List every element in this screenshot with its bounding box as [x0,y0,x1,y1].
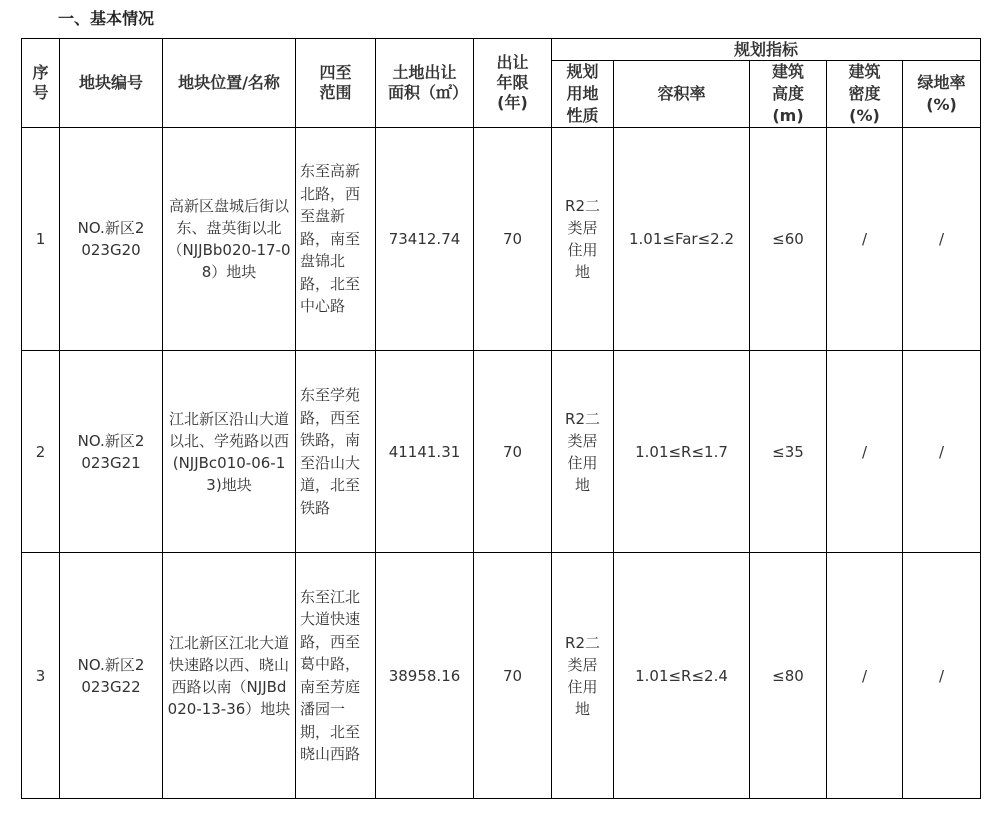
cell-boundary: 东至高新北路，西至盘新路，南至盘锦北路，北至中心路 [296,128,376,351]
cell-far: 1.01≤Far≤2.2 [614,128,750,351]
cell-seq: 1 [22,128,60,351]
header-location: 地块位置/名称 [163,39,296,128]
cell-height: ≤80 [750,553,827,799]
cell-code: NO.新区2023G20 [60,128,163,351]
header-code: 地块编号 [60,39,163,128]
cell-height: ≤35 [750,351,827,553]
table-row [22,553,981,799]
land-parcel-table [21,38,981,799]
cell-seq: 3 [22,553,60,799]
header-height: 建筑高度(m) [750,61,827,128]
cell-area: 73412.74 [376,128,474,351]
header-seq: 序号 [22,39,60,128]
cell-density: / [827,351,903,553]
header-far: 容积率 [614,61,750,128]
cell-far: 1.01≤R≤2.4 [614,553,750,799]
section-title: 一、基本情况 [58,9,155,28]
header-planning: 规划指标 [552,39,981,61]
cell-boundary: 东至学苑路，西至铁路，南至沿山大道，北至铁路 [296,351,376,553]
cell-term: 70 [474,553,552,799]
cell-location: 高新区盘城后街以东、盘英街以北（NJJBb020-17-08）地块 [163,128,296,351]
cell-code: NO.新区2023G21 [60,351,163,553]
header-density: 建筑密度(%) [827,61,903,128]
cell-landuse: R2二类居住用地 [552,351,614,553]
cell-area: 41141.31 [376,351,474,553]
cell-seq: 2 [22,351,60,553]
cell-boundary: 东至江北大道快速路，西至葛中路，南至芳庭潘园一期，北至晓山西路 [296,553,376,799]
cell-density: / [827,128,903,351]
cell-landuse: R2二类居住用地 [552,553,614,799]
cell-location: 江北新区沿山大道以北、学苑路以西(NJJBc010-06-13)地块 [163,351,296,553]
cell-far: 1.01≤R≤1.7 [614,351,750,553]
header-landuse: 规划用地性质 [552,61,614,128]
header-area: 土地出让面积（㎡） [376,39,474,128]
cell-green: / [903,128,981,351]
table-row [22,128,981,351]
table-row [22,351,981,553]
cell-term: 70 [474,351,552,553]
cell-term: 70 [474,128,552,351]
cell-location: 江北新区江北大道快速路以西、晓山西路以南（NJJBd020-13-36）地块 [163,553,296,799]
cell-green: / [903,553,981,799]
header-row-1 [22,39,981,61]
cell-area: 38958.16 [376,553,474,799]
cell-density: / [827,553,903,799]
cell-code: NO.新区2023G22 [60,553,163,799]
header-green: 绿地率(%) [903,61,981,128]
cell-landuse: R2二类居住用地 [552,128,614,351]
header-term: 出让年限(年) [474,39,552,128]
header-boundary: 四至范围 [296,39,376,128]
cell-height: ≤60 [750,128,827,351]
cell-green: / [903,351,981,553]
